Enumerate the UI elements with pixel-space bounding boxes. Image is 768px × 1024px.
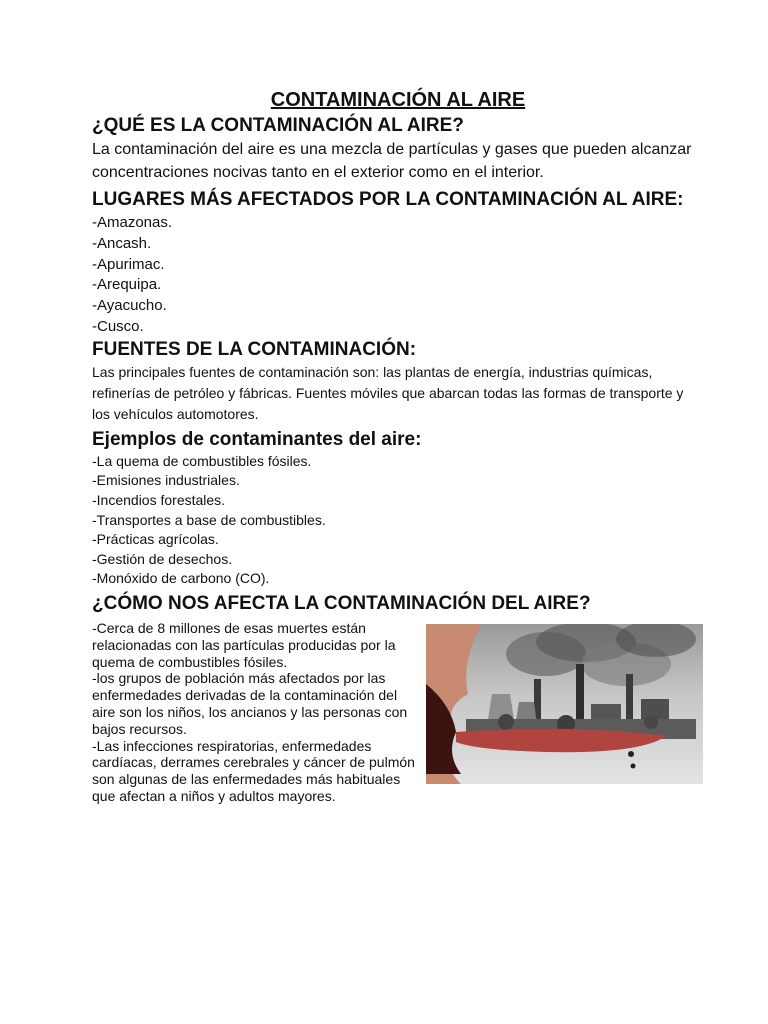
list-item: -Incendios forestales.: [92, 491, 226, 508]
list-item: -Arequipa.: [92, 276, 162, 294]
list-item: -Prácticas agrícolas.: [92, 531, 219, 548]
section-heading-places: LUGARES MÁS AFECTADOS POR LA CONTAMINACIÓN AL AIRE:: [92, 189, 684, 210]
list-item: -Amazonas.: [92, 214, 173, 231]
section-heading-sources: FUENTES DE LA CONTAMINACIÓN:: [92, 338, 417, 360]
sources-paragraph: Las principales fuentes de contaminación son: las plantas de energía, industrias químicas, refinerías de petróleo y fábricas. Fuentes móviles que abarcan todas las formas de transporte y los vehículos automotores.: [92, 363, 684, 422]
places-list: [92, 213, 704, 338]
affect-section: [92, 620, 704, 830]
affect-text: [92, 620, 422, 805]
section-heading-affect: ¿CÓMO NOS AFECTA LA CONTAMINACIÓN DEL AIRE?: [92, 592, 591, 614]
section-heading-what-is: ¿QUÉ ES LA CONTAMINACIÓN AL AIRE?: [92, 115, 464, 136]
pollution-illustration-svg: [426, 624, 703, 784]
document-page: [92, 86, 704, 830]
list-item: -La quema de combustibles fósiles.: [92, 452, 312, 469]
list-item: -Ancash.: [92, 234, 152, 252]
pollution-illustration: [426, 624, 703, 784]
section-heading-examples: Ejemplos de contaminantes del aire:: [92, 428, 422, 450]
list-item: -Ayacucho.: [92, 297, 167, 315]
examples-list: [92, 452, 704, 589]
list-item: -Monóxido de carbono (CO).: [92, 570, 270, 587]
affect-paragraph: -Cerca de 8 millones de esas muertes están relacionadas con las partículas producidas por la quema de combustibles fósiles.: [92, 619, 396, 670]
what-is-paragraph: La contaminación del aire es una mezcla de partículas y gases que pueden alcanzar concentraciones nocivas tanto en el exterior como en el interior.: [92, 141, 692, 181]
list-item: -Apurimac.: [92, 255, 165, 273]
list-item: -Emisiones industriales.: [92, 472, 240, 489]
list-item: -Transportes a base de combustibles.: [92, 511, 326, 528]
affect-paragraph: -los grupos de población más afectados por las enfermedades derivadas de la contaminación del aire son los niños, los ancianos y las personas con bajos recursos.: [92, 670, 408, 737]
list-item: -Gestión de desechos.: [92, 550, 233, 567]
document-title: CONTAMINACIÓN AL AIRE: [270, 89, 526, 111]
list-item: -Cusco.: [92, 317, 144, 335]
affect-paragraph: -Las infecciones respiratorias, enfermedades cardíacas, derrames cerebrales y cáncer de pulmón son algunas de las enfermedades más habituales que afectan a niños y adultos mayores.: [92, 737, 415, 804]
